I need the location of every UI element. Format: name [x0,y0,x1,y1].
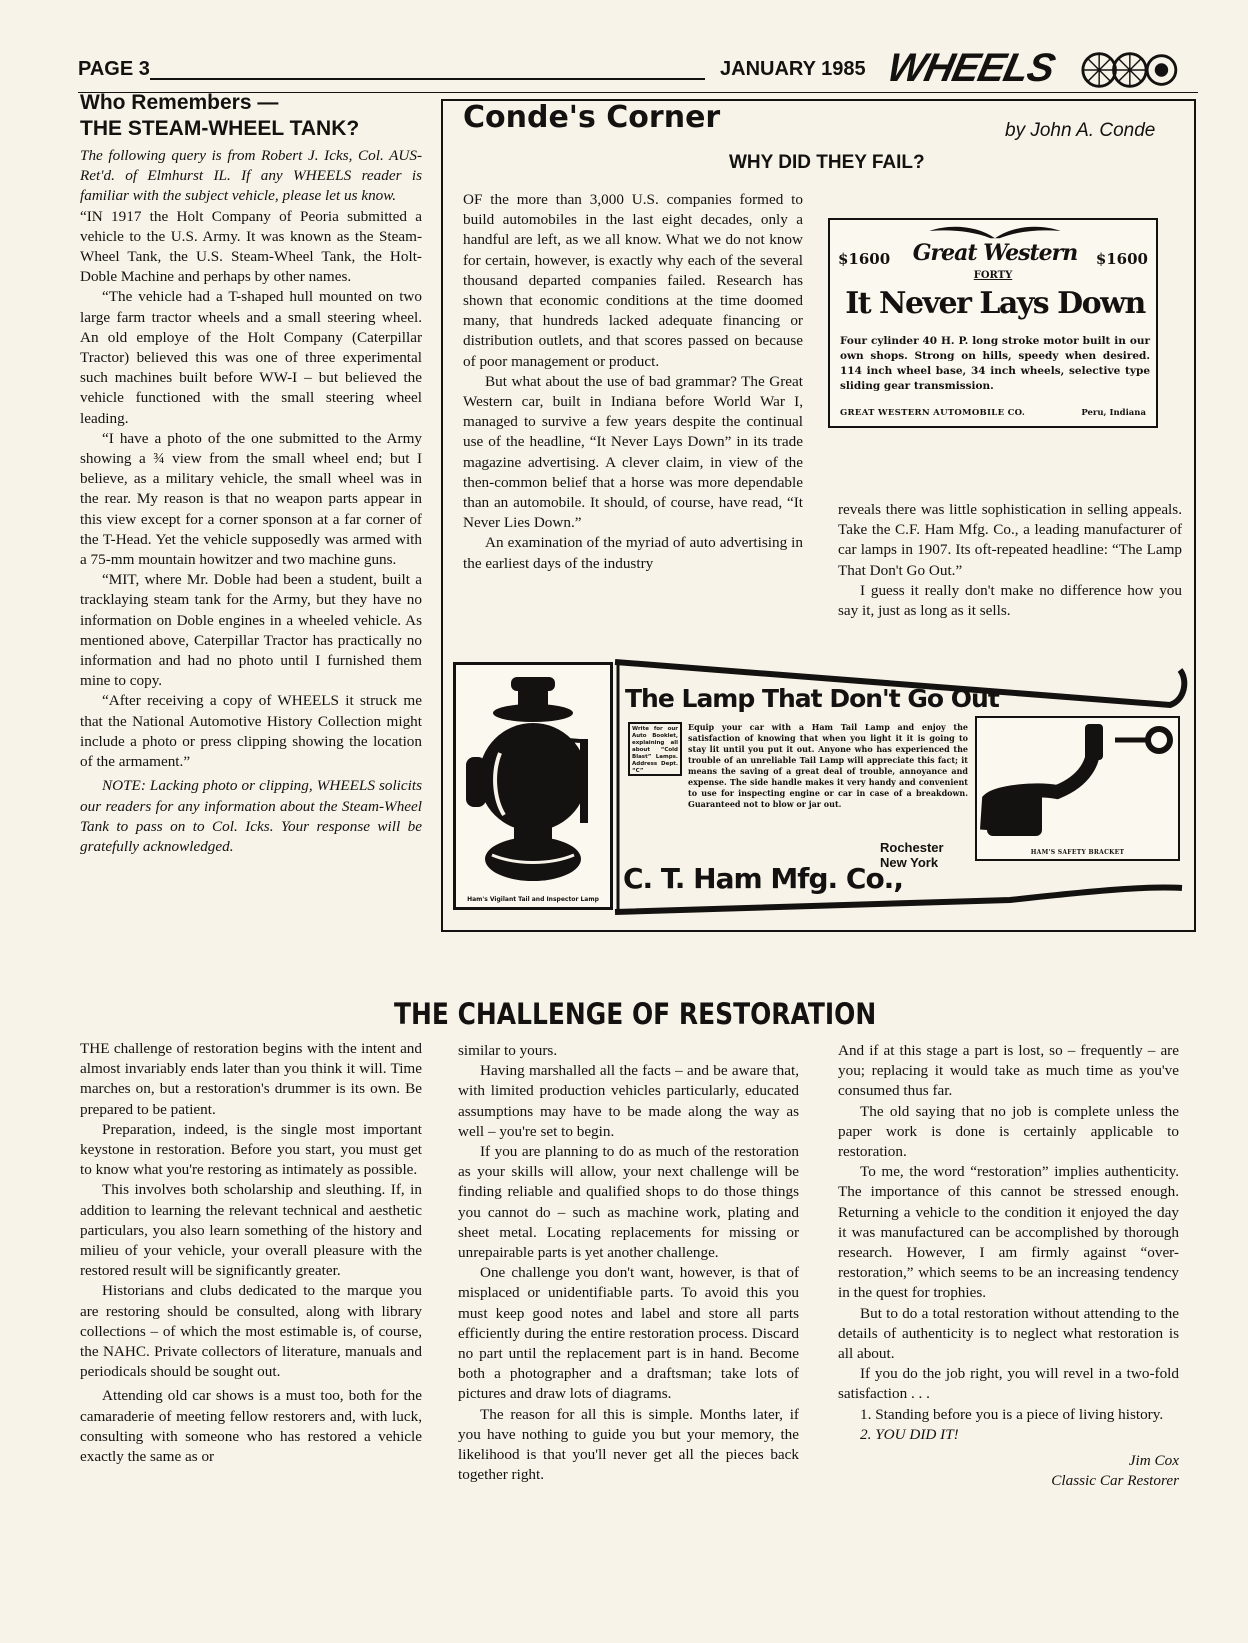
tail-lamp-icon [456,669,610,889]
author-name: Jim Cox [1128,1452,1179,1470]
safety-bracket-image-frame [975,716,1180,861]
issue-date: JANUARY 1985 [720,58,866,80]
article-paragraph: The reason for all this is simple. Months later, if you have nothing to guide you but your memory, the likelihood is that you'll never get all the pieces back together right. [458,1405,799,1484]
article-paragraph: similar to yours. [458,1042,558,1059]
safety-bracket-icon [977,720,1177,845]
article-paragraph: The old saying that no job is complete unless the paper work is done is certainly applicable to restoration. [838,1102,1179,1161]
ham-ad-company: C. T. Ham Mfg. Co., [623,862,903,895]
article-paragraph: To me, the word “restoration” implies authenticity. The importance of this cannot be stressed enough. Returning a vehicle to the condition it enjoyed the day it was manufactured can be accomplished by thorough research. However, I am firmly against “over-restoration,” which seems to be an increasing tendency in the quest for trophies. [838,1163,1179,1302]
safety-bracket-caption: HAM'S SAFETY BRACKET [1030,849,1125,856]
ad-model: FORTY [973,270,1013,281]
challenge-column-3 [838,1041,1179,1491]
article-intro: The following query is from Robert J. Icks, Col. AUS-Ret'd. of Elmhurst IL. If any WHEELS reader is familiar with the subject vehicle, please let us know. [80,147,422,205]
article-paragraph: “After receiving a copy of WHEELS it struck me that the National Automotive History Collection might include a photo or press clipping showing the location of the armament.” [80,692,422,771]
condes-corner-column-1 [463,190,803,574]
article-paragraph: Historians and clubs dedicated to the marque you are restoring should be consulted, along with library collections – of which the most estimable is, of course, the NAHC. Private collectors of literature, manuals and periodicals should be sought out. [80,1282,422,1381]
who-remembers-article [80,146,422,857]
header-rule [150,78,705,80]
who-remembers-title [80,90,420,142]
condes-corner-title: Conde's Corner [463,100,721,135]
article-paragraph: But to do a total restoration without attending to the details of authenticity is to neglect what restoration is all about. [838,1304,1179,1363]
ad-company: GREAT WESTERN AUTOMOBILE CO. [840,408,1026,418]
great-western-logo: Great Western [912,240,1078,266]
ad-price-left: $1600 [838,250,891,268]
challenge-column-2 [458,1041,799,1485]
wheels-logo: WHEELS [883,46,1059,90]
tail-lamp-image-frame [453,662,613,910]
ham-ad-copy: Equip your car with a Ham Tail Lamp and enjoy the satisfaction of knowing that when you light it it is going to stay lit until you put it out. Anyone who has experienced the trouble of an unreliable Tail Lamp will appreciate this fact; it means the saving of a great deal of trouble, annoyance and expense. The side handle makes it very handy and convenient to use for inspecting engine or car in case of a breakdown. Guaranteed not to blow or jar out. [688,722,968,809]
article-paragraph: This involves both scholarship and sleuthing. If, in addition to learning the relevant technical and aesthetic particulars, you also learn something of the history and milieu of your vehicle, your overall pleasure with the restored result will be significantly greater. [80,1181,422,1280]
ham-ad-headline: The Lamp That Don't Go Out [625,684,999,713]
article-paragraph: And if at this stage a part is lost, so – frequently – are you; replacing it would take as much time as you've consumed thus far. [838,1042,1179,1100]
condes-corner-subtitle: WHY DID THEY FAIL? [729,152,925,173]
ad-location: Peru, Indiana [1081,408,1146,418]
article-list-item: 2. YOU DID IT! [860,1425,959,1443]
challenge-column-1 [80,1039,422,1467]
ad-headline: It Never Lays Down [845,286,1145,321]
article-paragraph: If you are planning to do as much of the restoration as your skills will allow, your next challenge will be finding reliable and qualified shops to do those things you cannot do – such as machine work, plating and sheet metal. Locating replacements for missing or unrepairable parts is yet another challenge. [458,1143,799,1262]
article-paragraph: “MIT, where Mr. Doble had been a student, built a tracklaying steam tank for the Army, but they have no information on Doble engines in a wheeled vehicle. As mentioned above, Caterpillar Tractor has practically no information and had no photo until I furnished them mine to copy. [80,571,422,690]
who-remembers-title-line2: THE STEAM-WHEEL TANK? [80,117,360,140]
condes-corner-byline: by John A. Conde [1005,120,1156,141]
article-paragraph: “The vehicle had a T-shaped hull mounted on two large farm tractor wheels and a small steering wheel. An old employe of the Holt Company (Caterpillar Tractor) believed this was one of three experimental such machines built before WW-I – but believed the vehicle functioned with the small steering wheel leading. [80,288,422,427]
ham-ad-city-line1: Rochester [880,840,944,855]
eagle-wings-icon [920,222,1070,240]
ham-ad-city-line2: New York [880,855,939,870]
article-paragraph: One challenge you don't want, however, is that of misplaced or unidentifiable parts. To avoid this you must keep good notes and label and store all parts efficiently during the entire restoration process. Discard no part until the replacement part is in hand. Become both a photographer and a draftsman; take lots of pictures and draw lots of diagrams. [458,1264,799,1403]
article-paragraph: Having marshalled all the facts – and be aware that, with limited production vehicles particularly, educated assumptions may have to be made along the way as well – you're set to begin. [458,1062,799,1140]
ham-ad-copy-block [628,722,968,810]
article-paragraph: But what about the use of bad grammar? The Great Western car, built in Indiana before World War I, managed to survive a few years despite the continual use of the headline, “It Never Lays Down” in its trade magazine advertising. A clever claim, in view of the then-common belief that a horse was more dependable than an automobile. It should, of course, have read, “It Never Lies Down.” [463,372,803,532]
article-paragraph: Preparation, indeed, is the single most important keystone in restoration. Before you start, you must get to know what you're restoring as intimately as possible. [80,1120,422,1179]
article-paragraph: reveals there was little sophistication in selling appeals. Take the C.F. Ham Mfg. Co., a leading manufacturer of car lamps in 1907. Its oft-repeated headline: “The Lamp That Don't Go Out.” [838,501,1182,579]
article-list-item: 1. Standing before you is a piece of living history. [860,1405,1164,1423]
article-note: NOTE: Lacking photo or clipping, WHEELS solicits our readers for any information about the Steam-Wheel Tank to pass on to Col. Icks. Your response will be gratefully acknowledged. [80,777,422,855]
challenge-title: THE CHALLENGE OF RESTORATION [394,997,877,1031]
article-paragraph: I guess it really don't make no difference how you say it, just as long as it sells. [838,581,1182,620]
article-paragraph: THE challenge of restoration begins with the intent and almost invariably ends later than you think it will. Time marches on, but a restoration's drummer is its own. Be prepared to be patient. [80,1040,422,1118]
tail-lamp-caption: Ham's Vigilant Tail and Inspector Lamp [467,896,599,903]
wheels-logo-icon [1080,48,1195,92]
article-paragraph: “I have a photo of the one submitted to the Army showing a ¾ view from the small wheel end; but I believe, as a military vehicle, the small wheel was in the rear. My reason is that no weapon parts appear in this view except for a corner sponson at a far corner of the T-Head. Yet the vehicle supposedly was armed with a 75-mm mountain howitzer and two machine guns. [80,429,422,569]
article-paragraph: If you do the job right, you will revel in a two-fold satisfaction . . . [838,1365,1179,1403]
article-paragraph: OF the more than 3,000 U.S. companies formed to build automobiles in the last eight decades, only a handful are left, as we all know. What we do not know for certain, however, is exactly why each of the several thousand departed companies failed. Research has shown that economic conditions at the time doomed many, that hundreds lacked adequate financing or distribution outlets, and that scores passed on because of poor management or product. [463,191,803,370]
author-title: Classic Car Restorer [1051,1472,1179,1490]
article-paragraph: An examination of the myriad of auto advertising in the earliest days of the industry [463,534,803,572]
article-paragraph: “IN 1917 the Holt Company of Peoria submitted a vehicle to the U.S. Army. It was known as the Steam-Wheel Tank, the U.S. Steam-Wheel Tank, the Holt-Doble Machine and perhaps by other names. [80,207,422,286]
page-number: PAGE 3 [78,58,150,80]
ad-description: Four cylinder 40 H. P. long stroke motor built in our own shops. Strong on hills, speedy when desired. 114 inch wheel base, 34 inch wheels, selective type sliding gear transmission. [840,335,1150,392]
article-paragraph: Attending old car shows is a must too, both for the camaraderie of meeting fellow restorers and, with luck, consulting with someone who has restored a vehicle exactly the same as or [80,1387,422,1466]
booklet-offer-box: Write for our Auto Booklet, explaining all about “Cold Blast” Lamps. Address Dept. “C” [628,722,682,776]
condes-corner-column-2 [838,500,1182,621]
ad-price-right: $1600 [1095,250,1148,268]
who-remembers-title-line1: Who Remembers — [80,91,279,114]
great-western-ad [828,218,1158,428]
